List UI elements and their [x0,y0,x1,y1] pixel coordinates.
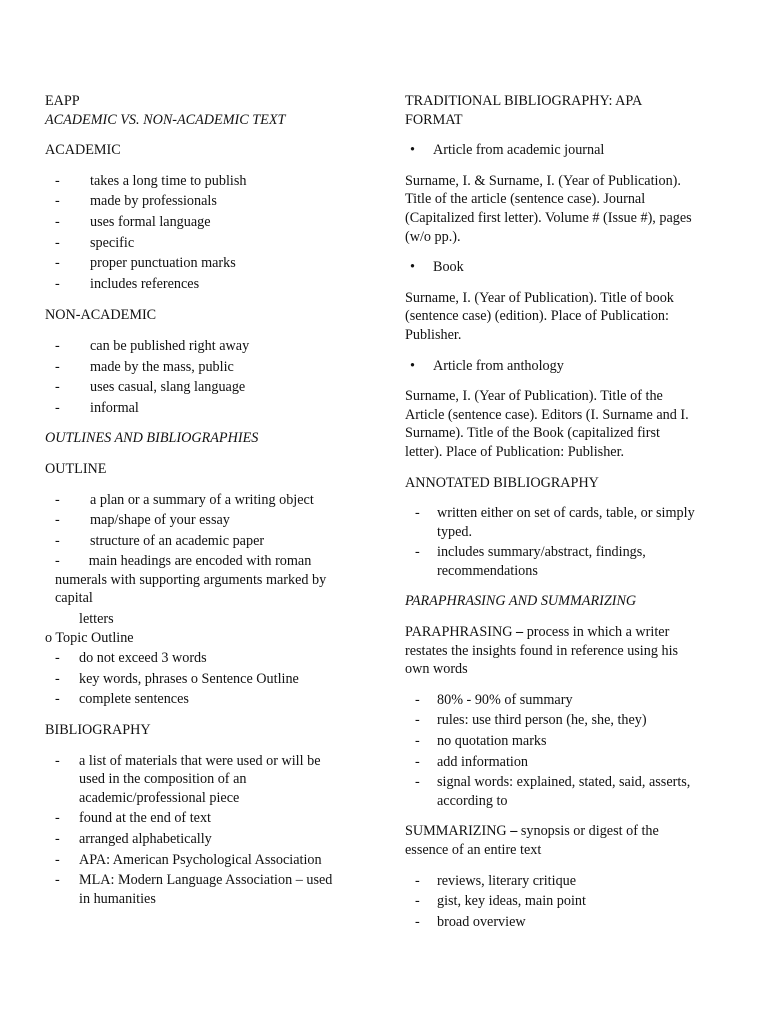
heading-non-academic: NON-ACADEMIC [45,307,157,324]
dash-marker: - [55,275,60,292]
dash-marker: - [415,544,420,561]
list-item: - gist, key ideas, main point [415,893,586,910]
list-item: - found at the end of text [55,810,211,827]
list-item: - main headings are encoded with roman numerals with supporting arguments marked by capital letters [55,553,327,628]
dash-marker: - [55,358,60,375]
list-item: - can be published right away [55,337,250,354]
summarizing-definition: SUMMARIZING – synopsis or digest of the essence of an entire text [405,823,659,858]
anthology-format: Surname, I. (Year of Publication). Title of the Article (sentence case). Editors (I. Surname and I. Surname). Title of the Book (capitalized first letter). Place of Publication: Publisher. [405,388,689,460]
dash-marker: - [55,234,60,251]
dash-marker: - [55,752,60,769]
dash-marker: - [55,553,60,570]
heading-academic: ACADEMIC [45,142,121,159]
list-item: - APA: American Psychological Association [55,851,322,868]
course-title: EAPP [45,93,80,109]
list-item: • Article from academic journal [410,142,605,159]
journal-format: Surname, I. & Surname, I. (Year of Publication). Title of the article (sentence case). Journal (Capitalized first letter). Volume # (Issue #), pages (w/o pp.). [405,172,692,245]
section-title-traditional-bibliography: TRADITIONAL BIBLIOGRAPHY: APA FORMAT [405,93,643,128]
list-item: • Book [410,259,464,276]
list-item: - a list of materials that were used or will be used in the composition of an academic/professional piece [55,752,321,806]
list-item: - made by professionals [55,193,217,210]
list-item: - broad overview [415,913,526,930]
list-item: - key words, phrases o Sentence Outline [55,670,299,687]
dash-marker: - [55,337,60,354]
term-paraphrasing: PARAPHRASING [405,624,513,641]
dash-marker: - [55,193,60,210]
bullet-marker: • [410,357,415,374]
list-item: - structure of an academic paper [55,532,265,549]
topic-outline-list [45,649,365,709]
dash-marker: - [55,810,60,827]
heading-bibliography: BIBLIOGRAPHY [45,722,151,739]
annotated-list [405,504,725,580]
dash-marker: - [415,712,420,729]
dash-marker: - [415,505,420,522]
dash-marker: - [55,691,60,708]
list-item: - includes references [55,275,200,292]
right-column [405,92,725,931]
heading-outline: OUTLINE [45,460,107,477]
list-item: - 80% - 90% of summary [415,691,573,708]
list-item: - specific [55,234,135,251]
list-item: - includes summary/abstract, findings, recommendations [415,544,646,579]
dash-marker: - [415,774,420,791]
summarizing-list [405,872,725,932]
list-item: - uses formal language [55,213,211,230]
list-item: - rules: use third person (he, she, they) [415,712,647,729]
dash-marker: - [55,532,60,549]
dash-marker: - [415,733,420,750]
em-dash: – [506,823,521,840]
paraphrasing-list [405,691,725,811]
book-format: Surname, I. (Year of Publication). Title of book (sentence case) (edition). Place of Publication: Publisher. [405,289,674,343]
bullet-anthology [405,357,725,376]
section-title-academic-vs-nonacademic: ACADEMIC VS. NON-ACADEMIC TEXT [45,111,286,128]
dash-marker: - [415,872,420,889]
heading-annotated-bibliography: ANNOTATED BIBLIOGRAPHY [405,474,599,491]
list-item: - reviews, literary critique [415,872,577,889]
list-item: - made by the mass, public [55,358,234,375]
list-item: - do not exceed 3 words [55,650,207,667]
dash-marker: - [55,831,60,847]
bullet-journal [405,141,725,160]
list-item: - add information [415,753,529,770]
dash-marker: - [415,753,420,770]
list-item: - takes a long time to publish [55,172,247,189]
list-item: - MLA: Modern Language Association – used in humanities [55,872,333,907]
list-item: - signal words: explained, stated, said, asserts, according to [415,774,691,809]
bullet-marker: • [410,142,415,159]
list-item: - written either on set of cards, table, or simply typed. [415,505,695,540]
topic-outline-label: o Topic Outline [45,629,134,646]
em-dash: – [512,624,527,641]
dash-marker: - [55,851,60,868]
dash-marker: - [55,399,60,416]
dash-marker: - [55,172,60,189]
list-item: - informal [55,399,139,416]
dash-marker: - [55,872,60,889]
dash-marker: - [55,213,60,230]
bullet-marker: • [410,259,415,276]
left-column [45,92,365,908]
non-academic-list [45,337,365,417]
academic-list [45,172,365,294]
term-summarizing: SUMMARIZING [405,823,507,840]
dash-marker: - [55,255,60,272]
dash-marker: - [55,512,60,529]
section-title-paraphrasing-summarizing: PARAPHRASING AND SUMMARIZING [405,593,637,610]
dash-marker: - [55,670,60,687]
bibliography-list [45,752,365,909]
bullet-book [405,258,725,277]
list-item: - no quotation marks [415,733,547,750]
section-title-outlines-bibliographies: OUTLINES AND BIBLIOGRAPHIES [45,430,259,447]
list-item: - arranged alphabetically [55,831,212,847]
dash-marker: - [55,379,60,396]
dash-marker: - [415,893,420,910]
dash-marker: - [415,691,420,708]
list-item: - a plan or a summary of a writing object [55,491,314,508]
outline-list [45,491,365,629]
list-item: - complete sentences [55,691,189,708]
list-item: - map/shape of your essay [55,512,230,529]
list-item: • Article from anthology [410,357,564,374]
dash-marker: - [55,491,60,508]
list-item: - uses casual, slang language [55,379,246,396]
paraphrasing-definition: PARAPHRASING – process in which a writer restates the insights found in reference using his own words [405,624,679,678]
list-item: - proper punctuation marks [55,255,236,272]
dash-marker: - [415,913,420,930]
dash-marker: - [55,650,60,667]
